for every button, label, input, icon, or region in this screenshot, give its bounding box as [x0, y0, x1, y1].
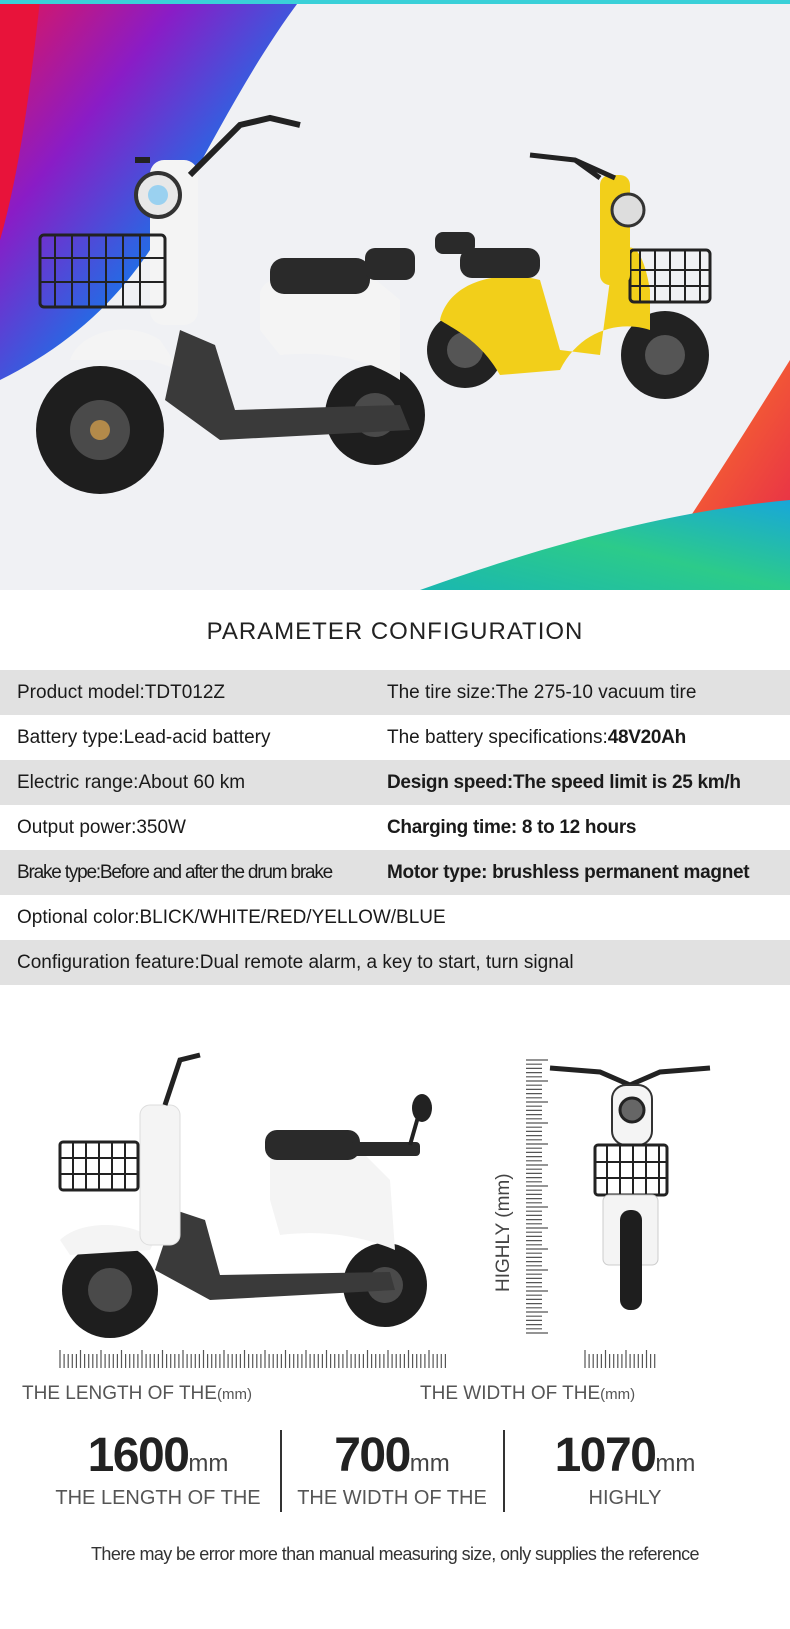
length-ruler-label: [22, 1383, 252, 1405]
right-teal-swoosh: [420, 500, 790, 590]
param-battery-spec-value: 48V20Ah: [607, 726, 686, 748]
param-battery-spec: [387, 727, 686, 749]
stat-divider: [503, 1430, 505, 1512]
stat-width-caption: THE WIDTH OF THE: [297, 1487, 487, 1509]
stat-width-value: 700: [334, 1429, 410, 1482]
param-design-speed: Design speed:The speed limit is 25 km/h: [387, 771, 741, 793]
param-row: [0, 760, 790, 805]
length-ruler-unit: (mm): [216, 1386, 252, 1403]
length-ruler-label-text: THE LENGTH OF THE: [22, 1383, 217, 1404]
stat-length-unit: mm: [188, 1450, 229, 1477]
stat-width: [284, 1428, 500, 1510]
stat-length-caption: THE LENGTH OF THE: [55, 1487, 261, 1509]
stat-height-unit: mm: [655, 1450, 696, 1477]
param-configuration-feature: Configuration feature:Dual remote alarm, a key to start, turn signal: [17, 951, 574, 973]
hero-top-accent-line: [0, 0, 790, 4]
stat-width-unit: mm: [409, 1450, 450, 1477]
hero-illustration: [0, 0, 790, 590]
height-ruler: [526, 1060, 548, 1333]
param-product-model: Product model:TDT012Z: [17, 681, 226, 703]
param-output-power: Output power:350W: [17, 816, 186, 838]
front-view-scooter: [550, 1068, 710, 1310]
param-electric-range: Electric range:About 60 km: [17, 771, 246, 793]
width-ruler-label: [420, 1383, 635, 1405]
stat-length-value: 1600: [87, 1429, 189, 1482]
param-row: [0, 895, 790, 940]
section-title: PARAMETER CONFIGURATION: [206, 618, 584, 645]
param-tire-size: The tire size:The 275-10 vacuum tire: [387, 681, 697, 703]
width-ruler: [585, 1350, 655, 1368]
param-row: [0, 715, 790, 760]
stat-height-value: 1070: [554, 1429, 656, 1482]
param-row: [0, 805, 790, 850]
stat-divider: [280, 1430, 282, 1512]
height-ruler-label: HIGHLY (mm): [493, 1173, 514, 1292]
param-battery-spec-label: The battery specifications:: [387, 726, 608, 748]
side-view-scooter: [60, 1055, 432, 1338]
hero-product-image: [0, 0, 790, 590]
param-motor-type: Motor type: brushless permanent magnet: [387, 861, 750, 883]
width-ruler-label-text: THE WIDTH OF THE: [420, 1383, 601, 1404]
parameter-table: [0, 670, 790, 985]
stat-length: [38, 1428, 278, 1510]
dimension-illustration: [0, 1050, 790, 1390]
param-optional-color: Optional color:BLICK/WHITE/RED/YELLOW/BLUE: [17, 906, 446, 928]
param-row: [0, 850, 790, 895]
param-row: [0, 670, 790, 715]
param-brake-type: Brake type:Before and after the drum brake: [17, 861, 333, 883]
param-charging-time: Charging time: 8 to 12 hours: [387, 816, 637, 838]
stat-height-caption: HIGHLY: [588, 1487, 662, 1509]
param-row: [0, 940, 790, 985]
param-battery-type: Battery type:Lead-acid battery: [17, 726, 271, 748]
width-ruler-unit: (mm): [600, 1386, 636, 1403]
stat-height: [510, 1428, 740, 1510]
disclaimer-text: There may be error more than manual measuring size, only supplies the reference: [91, 1544, 699, 1564]
yellow-scooter: [427, 155, 710, 399]
length-ruler: [60, 1350, 445, 1368]
